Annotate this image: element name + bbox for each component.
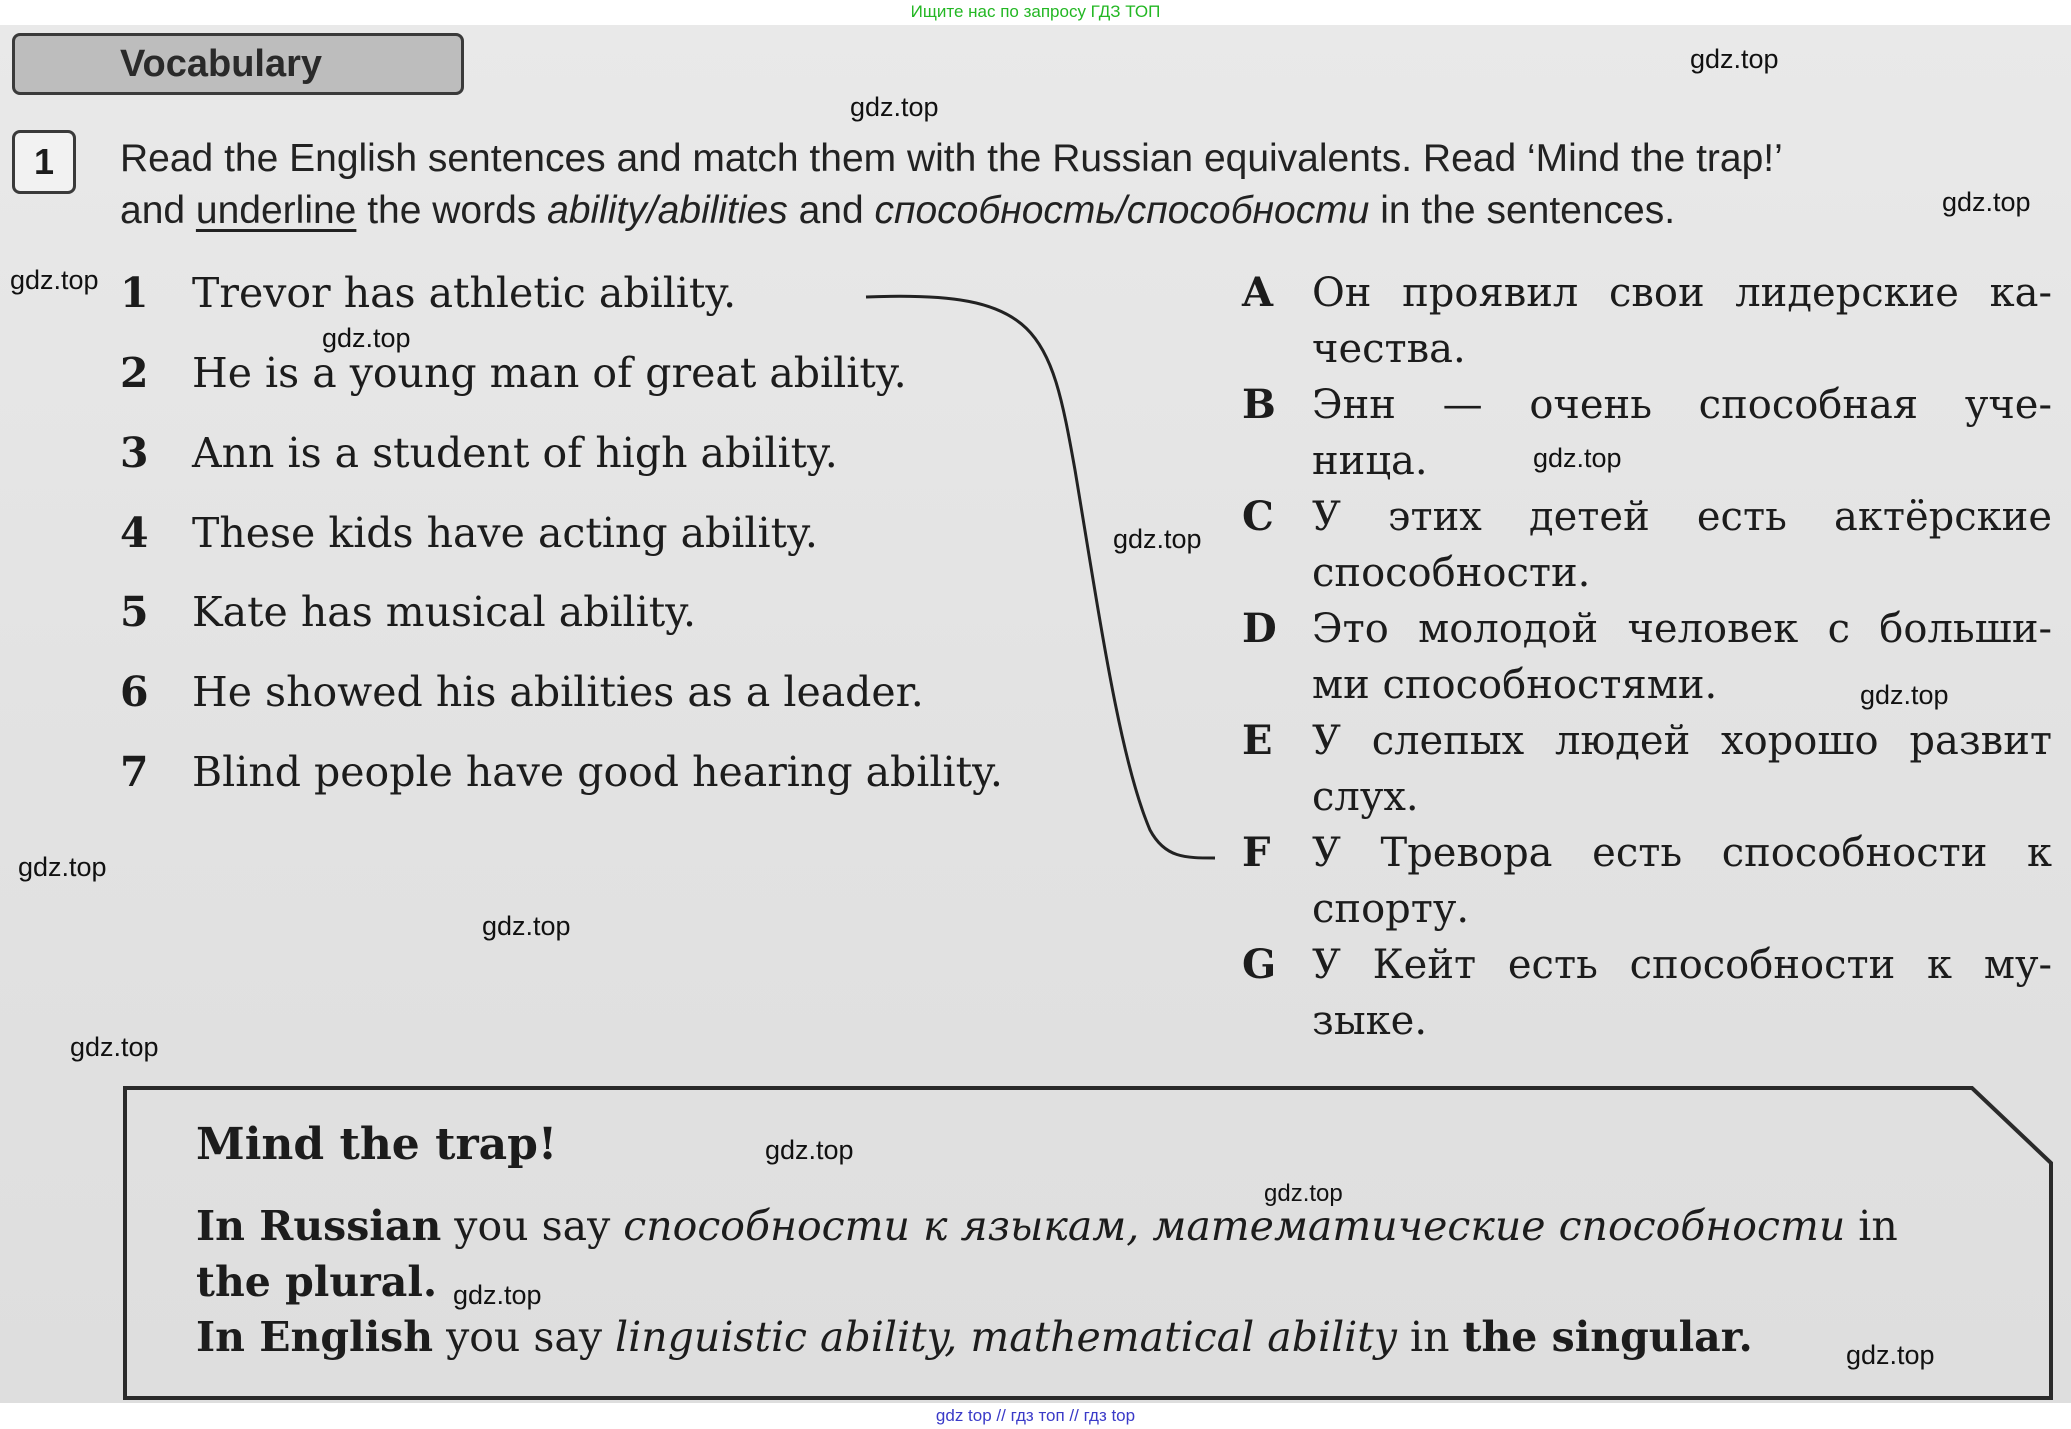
option-text: У Тревора есть способности к (1312, 830, 2052, 876)
watermark: gdz.top (70, 1032, 159, 1062)
instruction-italic: ability/abilities (547, 189, 788, 232)
sentence-number: 3 (120, 429, 149, 477)
instruction-text: in the sentences. (1369, 189, 1676, 232)
option-letter: A (1242, 269, 1274, 316)
sentence-text: Trevor has athletic ability. (192, 269, 737, 317)
trap-text: in (1396, 1313, 1463, 1361)
option-letter: F (1242, 829, 1271, 876)
option-letter: G (1242, 941, 1277, 988)
sentence-number: 7 (120, 748, 149, 796)
watermark: gdz.top (1533, 443, 1622, 473)
instruction-italic: способность/способности (874, 189, 1370, 232)
watermark: gdz.top (1860, 680, 1949, 710)
sentence-text: Ann is a student of high ability. (192, 429, 838, 477)
option-text: слух. (1312, 774, 1419, 820)
option-text: способности. (1312, 550, 1591, 596)
trap-bold: In English (196, 1313, 434, 1361)
trap-italic: linguistic ability, mathematical ability (615, 1313, 1397, 1361)
sentence-text: Blind people have good hearing ability. (192, 748, 1003, 796)
watermark: gdz.top (10, 265, 99, 295)
option-text: У Кейт есть способности к му- (1312, 942, 2052, 988)
trap-russian-line (196, 1198, 1898, 1254)
option-letter: E (1242, 717, 1273, 764)
section-title: Vocabulary (12, 33, 464, 95)
trap-italic: способности к языкам, математические способности (623, 1202, 1846, 1250)
sentence-number: 6 (120, 668, 149, 716)
bottom-banner: gdz top // гдз топ // гдз top (0, 1403, 2071, 1429)
option-text: спорту. (1312, 886, 1470, 932)
sentence-text: Kate has musical ability. (192, 588, 697, 636)
watermark: gdz.top (850, 92, 939, 122)
option-text: Это молодой человек с больши- (1312, 606, 2052, 652)
instruction-text: and (120, 189, 196, 232)
option-text: Он проявил свои лидерские ка- (1312, 270, 2052, 316)
watermark: gdz.top (453, 1280, 542, 1310)
watermark: gdz.top (322, 323, 411, 353)
watermark: gdz.top (1264, 1180, 1343, 1207)
exercise-number: 1 (12, 130, 76, 194)
trap-text: you say (441, 1202, 624, 1250)
watermark: gdz.top (1113, 524, 1202, 554)
option-text: У слепых людей хорошо развит (1312, 718, 2052, 764)
option-text: Энн — очень способная уче- (1312, 382, 2052, 428)
instruction-underline: underline (195, 189, 357, 232)
option-text: ница. (1312, 438, 1428, 484)
option-text: зыке. (1312, 998, 1428, 1044)
instruction-text: the words (356, 189, 548, 232)
sentence-text: These kids have acting ability. (192, 509, 818, 557)
sentence-number: 1 (120, 269, 149, 317)
trap-bold: the singular. (1462, 1313, 1753, 1361)
instruction-line-1: Read the English sentences and match them with the Russian equivalents. Read ‘Mind the trap!’ (120, 137, 1783, 180)
watermark: gdz.top (482, 911, 571, 941)
sentence-number: 2 (120, 349, 149, 397)
watermark: gdz.top (1690, 44, 1779, 74)
option-text: чества. (1312, 326, 1466, 372)
option-letter: C (1242, 493, 1274, 540)
trap-english-line (196, 1309, 1753, 1365)
watermark: gdz.top (1846, 1340, 1935, 1370)
sentence-number: 4 (120, 509, 149, 557)
answer-connector-line (866, 296, 1215, 858)
option-text: У этих детей есть актёрские (1312, 494, 2052, 540)
sentence-text: He showed his abilities as a leader. (192, 668, 924, 716)
trap-bold: the plural. (196, 1258, 438, 1306)
watermark: gdz.top (18, 852, 107, 882)
top-banner[interactable]: Ищите нас по запросу ГДЗ ТОП (0, 0, 2071, 25)
trap-text: you say (433, 1313, 616, 1361)
sentence-text: He is a young man of great ability. (192, 349, 907, 397)
sentence-number: 5 (120, 588, 149, 636)
trap-text: in (1845, 1202, 1898, 1250)
instruction-text: and (787, 189, 875, 232)
trap-plural-line (196, 1254, 437, 1310)
option-text: ми способностями. (1312, 662, 1718, 708)
option-letter: D (1242, 605, 1277, 652)
watermark: gdz.top (765, 1135, 854, 1165)
option-letter: B (1242, 381, 1276, 428)
watermark: gdz.top (1942, 187, 2031, 217)
trap-bold: In Russian (196, 1202, 442, 1250)
mind-the-trap-title: Mind the trap! (196, 1119, 558, 1170)
